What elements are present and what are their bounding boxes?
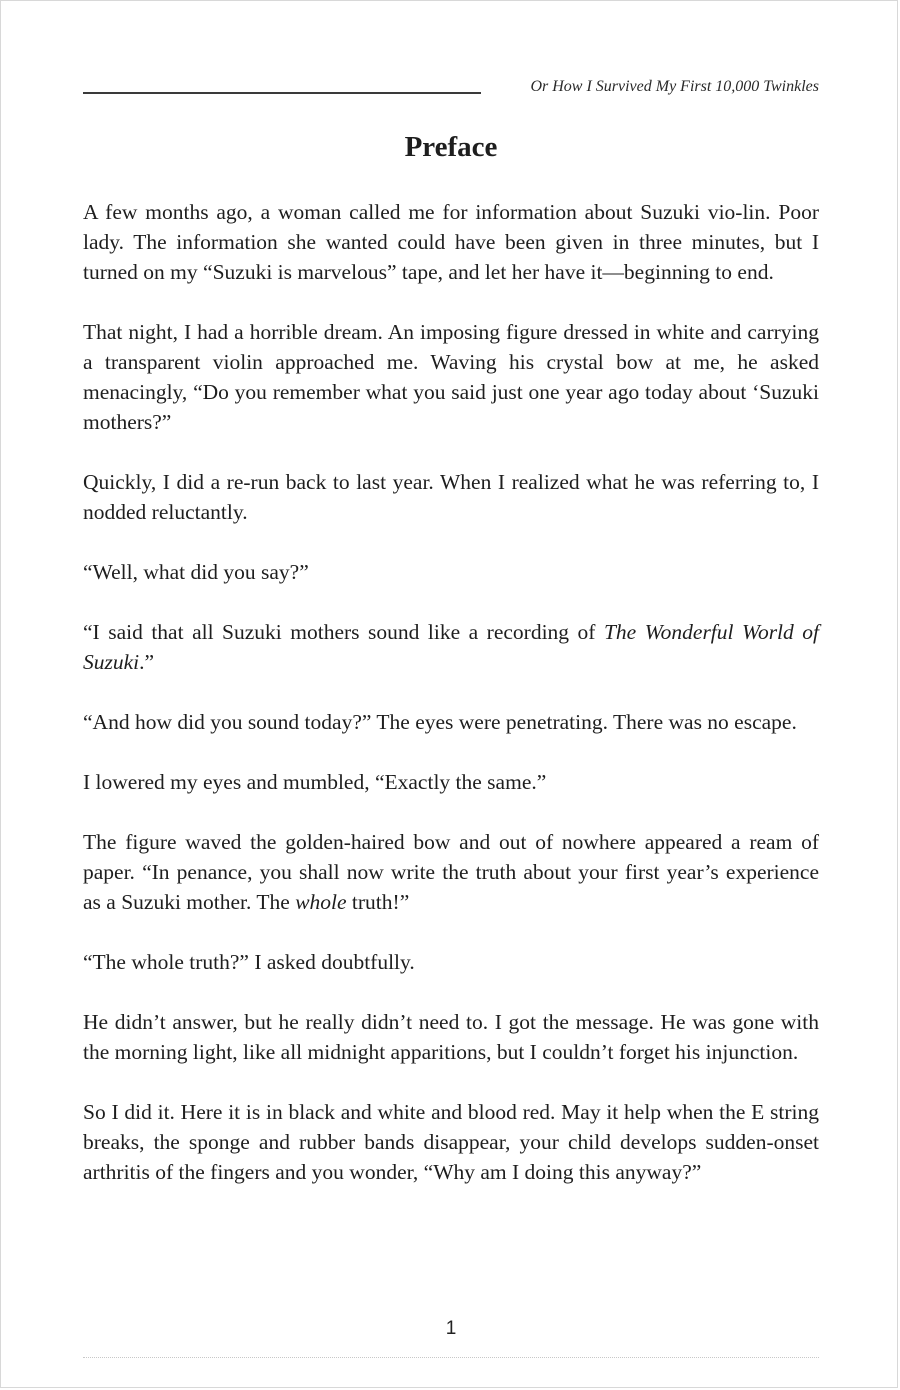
paragraph-5-before: “I said that all Suzuki mothers sound like a recording of: [83, 620, 604, 644]
page-number: 1: [445, 1318, 457, 1339]
paragraph-9: “The whole truth?” I asked doubtfully.: [83, 950, 415, 974]
paragraph-7: I lowered my eyes and mumbled, “Exactly the same.”: [83, 770, 547, 794]
body-text: [83, 197, 819, 1217]
paragraph-3: Quickly, I did a re-run back to last year. When I realized what he was referring to, I nodded reluctantly.: [83, 470, 819, 524]
running-header: [83, 75, 819, 97]
emphasis-whole: whole: [295, 890, 347, 914]
header-rule: [83, 92, 481, 94]
paragraph-2: That night, I had a horrible dream. An imposing figure dressed in white and carrying a transparent violin approached me. Waving his crystal bow at me, he asked menacingly, “Do you remember what you said just one year ago today about ‘Suzuki mothers?”: [83, 320, 819, 434]
paragraph-10: He didn’t answer, but he really didn’t need to. I got the message. He was gone with the morning light, like all midnight apparitions, but I couldn’t forget his injunction.: [83, 1010, 819, 1064]
book-title-italic: The Wonderful World of Suzuki: [83, 620, 820, 674]
running-title: Or How I Survived My First 10,000 Twinkles: [530, 78, 819, 95]
paragraph-8-after: truth!”: [346, 890, 410, 914]
paragraph-6: “And how did you sound today?” The eyes were penetrating. There was no escape.: [83, 710, 797, 734]
paragraph-4: “Well, what did you say?”: [83, 560, 309, 584]
chapter-title: Preface: [404, 131, 498, 163]
paragraph-5: [83, 617, 819, 677]
paragraph-8-before: The figure waved the golden-haired bow and out of nowhere appeared a ream of paper. “In penance, you shall now write the truth about your first year’s experience as a Suzuki mother. The: [83, 830, 819, 914]
paragraph-8: [83, 827, 819, 917]
paragraph-5-after: .”: [139, 650, 155, 674]
paragraph-1: A few months ago, a woman called me for information about Suzuki vio-lin. Poor lady. The information she wanted could have been given in three minutes, but I turned on my “Suzuki is marvelous” tape, and let her have it—beginning to end.: [83, 200, 819, 284]
paragraph-11: So I did it. Here it is in black and white and blood red. May it help when the E string breaks, the sponge and rubber bands disappear, your child develops sudden-onset arthritis of the fingers and you wonder, “Why am I doing this anyway?”: [83, 1100, 819, 1184]
footer-rule: [83, 1357, 819, 1358]
